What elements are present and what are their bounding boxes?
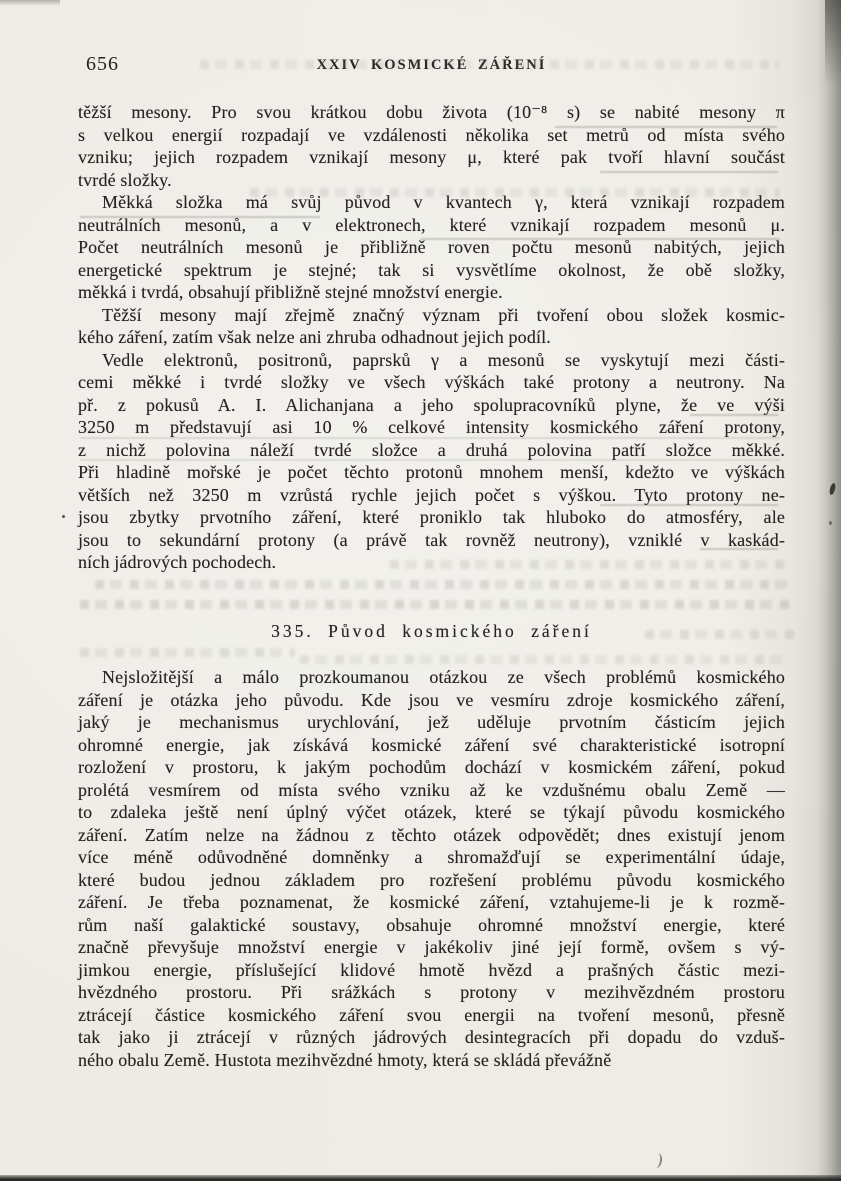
text-line: vzniku; jejich rozpadem vznikají mesony μ, které pak tvoří hlavní součást [78, 147, 785, 167]
paragraph [78, 101, 785, 191]
print-showthrough [80, 600, 795, 609]
text-line: př. z pokusů A. I. Alichanjana a jeho spolupracovníků plyne, že ve výši [78, 394, 785, 415]
underline-artifact [700, 548, 778, 550]
text-line: jsou to sekundární protony (a právě tak rovněž neutrony), vzniklé v kaskád- [78, 529, 785, 550]
underline-artifact [420, 238, 780, 240]
text-line: ohromné energie, jak získává kosmické záření své charakteristické isotropní [78, 734, 785, 755]
text-line: ného obalu Země. Hustota mezihvězdné hmoty, která se skládá převážně [78, 1049, 612, 1070]
paragraph [78, 304, 785, 349]
text-line: měkká i tvrdá, obsahují přibližně stejné množství energie. [78, 282, 503, 302]
underline-artifact [690, 414, 778, 416]
text-line: záření je otázka jeho původu. Kde jsou ve vesmíru zdroje kosmického záření, [78, 689, 785, 710]
underline-artifact [600, 171, 778, 173]
text-line: ztrácejí částice kosmického záření svou energii na tvoření mesonů, přesně [78, 1004, 785, 1025]
paragraph [78, 666, 785, 1071]
ink-speck [62, 515, 65, 518]
print-showthrough [390, 560, 790, 569]
text-line: které budou jednou základem pro rozřešení problému původu kosmického [78, 869, 785, 890]
underline-artifact [80, 437, 780, 439]
text-line: záření. Je třeba poznamenat, že kosmické záření, vztahujeme-li je k rozmě- [78, 892, 785, 912]
text-line: větších než 3250 m vzrůstá rychle jejich počet s výškou. Tyto protony ne- [78, 484, 785, 505]
print-showthrough [95, 580, 795, 589]
print-showthrough [80, 648, 295, 657]
underline-artifact [555, 126, 777, 128]
text-line: tvrdé složky. [78, 169, 172, 190]
underline-artifact [600, 504, 778, 506]
print-showthrough [200, 60, 780, 69]
text-line: 3250 m představují asi 10 % celkové intensity kosmického záření protony, [78, 417, 785, 437]
text-line: jsou zbytky prvotního záření, které proniklo tak hluboko do atmosféry, ale [78, 507, 785, 527]
section-heading: 335. Původ kosmického záření [271, 620, 592, 641]
text-line: to zdaleka ještě není úplný výčet otázek, které se týkají původu kosmického [78, 802, 785, 822]
underline-artifact [80, 216, 320, 218]
text-line: cemi měkké i tvrdé složky ve všech výškách také protony a neutrony. Na [78, 372, 785, 392]
print-showthrough [250, 188, 780, 197]
corner-shadow [825, 0, 841, 100]
text-line: tak jako ji ztrácejí v různých jádrových desintegracích při dopadu do vzduš- [78, 1027, 785, 1047]
print-showthrough [300, 655, 790, 664]
page-number: 656 [86, 53, 119, 75]
text-line: kého záření, zatím však nelze ani zhruba odhadnout jejich podíl. [78, 327, 551, 347]
text-line: těžší mesony. Pro svou krátkou dobu života (10⁻⁸ s) se nabité mesony π [78, 102, 785, 122]
underline-artifact [80, 459, 780, 461]
text-line: Vedle elektronů, positronů, paprsků γ a mesonů se vyskytují mezi části- [102, 349, 785, 370]
print-showthrough [645, 630, 795, 639]
text-line: jaký je mechanismus urychlování, jež uděluje prvotním částicím jejich [78, 712, 785, 732]
ink-speck [829, 521, 832, 525]
text-line: Při hladině mořské je počet těchto protonů mnohem menší, kdežto ve výškách [78, 462, 785, 482]
text-line: Počet neutrálních mesonů je přibližně roven počtu mesonů nabitých, jejich [78, 237, 785, 257]
text-line: rům naší galaktické soustavy, obsahuje ohromné množství energie, které [78, 914, 785, 935]
paragraph [78, 349, 785, 574]
scan-bottom-edge [0, 1175, 841, 1181]
pencil-mark [651, 1152, 663, 1168]
page-edge-shadow [817, 0, 841, 1181]
text-line: prolétá vesmírem od místa svého vzniku až ke vzdušnému obalu Země — [78, 779, 785, 800]
text-line: ních jádrových pochodech. [78, 552, 277, 572]
text-line: neutrálních mesonů, a v elektronech, které vznikají rozpadem mesonů μ. [78, 214, 785, 235]
text-line: rozložení v prostoru, k jakým pochodům dochází v kosmickém záření, pokud [78, 757, 785, 777]
paragraph [78, 191, 785, 304]
text-line: z nichž polovina náleží tvrdé složce a druhá polovina patří složce měkké. [78, 439, 785, 460]
text-line: jimkou energie, příslušející klidové hmotě hvězd a prašných částic mezi- [78, 959, 785, 980]
text-line: Měkká složka má svůj původ v kvantech γ, která vznikají rozpadem [102, 192, 785, 212]
corner-shadow [0, 0, 60, 6]
text-line: s velkou energií rozpadají ve vzdálenosti několika set metrů od místa svého [78, 124, 785, 145]
text-line: Nejsložitější a málo prozkoumanou otázkou ze všech problémů kosmického [102, 667, 785, 687]
text-line: záření. Zatím nelze na žádnou z těchto otázek odpovědět; dnes existují jenom [78, 824, 785, 845]
running-title: XXIV KOSMICKÉ ZÁŘENÍ [316, 57, 547, 73]
text-line: energetické spektrum je stejné; tak si vysvětlíme okolnost, že obě složky, [78, 259, 785, 280]
text-line: Těžší mesony mají zřejmě značný význam při tvoření obou složek kosmic- [102, 304, 785, 325]
text-line: více méně odůvodněné domněnky a shromažďují se experimentální údaje, [78, 847, 785, 867]
text-line: značně převyšuje množství energie v jakékoliv jiné její formě, ovšem s vý- [78, 937, 785, 957]
text-line: hvězdného prostoru. Při srážkách s protony v mezihvězdném prostoru [78, 982, 785, 1002]
